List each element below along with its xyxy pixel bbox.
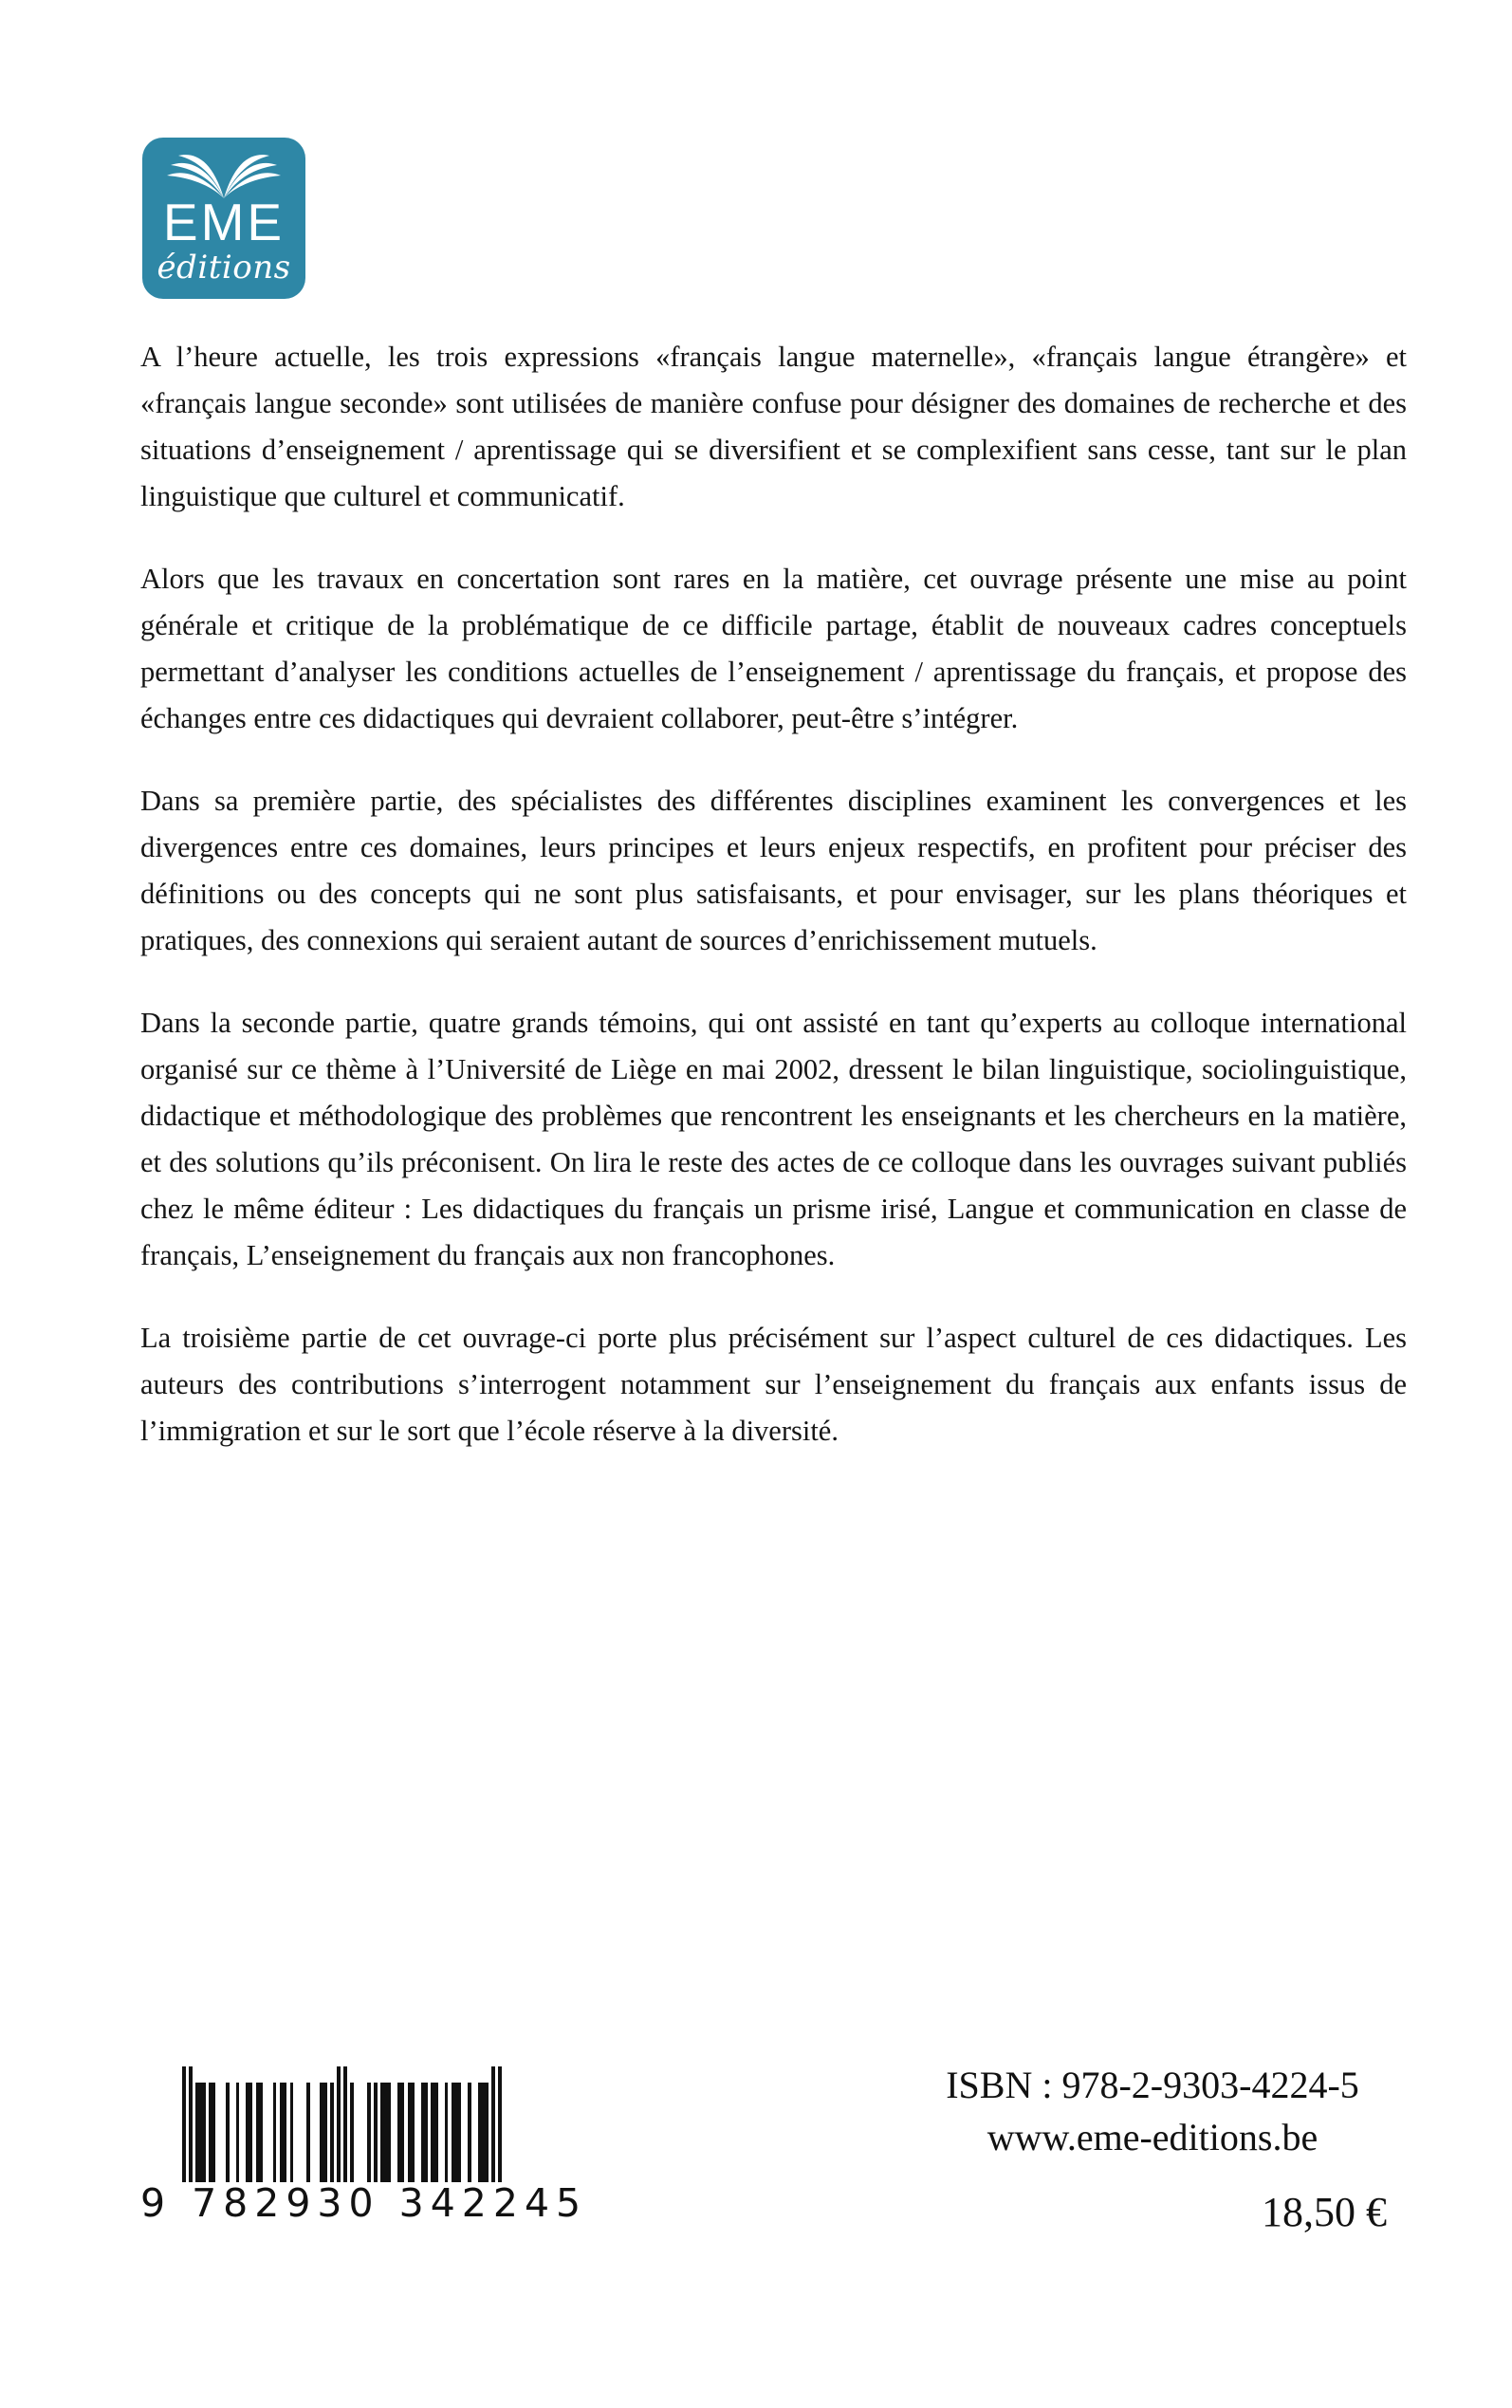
price-text: 18,50 €	[1262, 2189, 1387, 2235]
barcode-space	[415, 2066, 421, 2182]
barcode-bar	[380, 2083, 391, 2182]
barcode-bar	[195, 2083, 206, 2182]
website-text[interactable]: www.eme-editions.be	[986, 2116, 1318, 2158]
logo-brand-text: EME	[162, 193, 286, 251]
barcode-bar	[498, 2066, 502, 2182]
barcode-bar	[246, 2083, 252, 2182]
barcode-bar	[408, 2083, 415, 2182]
barcode-lead-digit: 9	[140, 2180, 168, 2226]
barcode-space	[310, 2066, 321, 2182]
barcode-space	[293, 2066, 306, 2182]
isbn-text: ISBN : 978-2-9303-4224-5	[946, 2064, 1359, 2106]
barcode-bar	[280, 2083, 286, 2182]
barcode	[140, 2066, 588, 2226]
barcode-space	[263, 2066, 273, 2182]
blurb-paragraph: Alors que les travaux en concertation sont rares en la matière, cet ouvrage présente une mise au point générale et critique de la problématique de ce difficile partage, établit de nouveaux cadres conceptuels permettant d’analyser les conditions actuelles de l’enseignement / aprentissage du français, et propose des échanges entre ces didactiques qui devraient collaborer, peut-être s’intégrer.	[140, 563, 1407, 734]
barcode-space	[239, 2066, 246, 2182]
barcode-bar	[431, 2083, 437, 2182]
barcode-left-group: 782930	[192, 2180, 380, 2226]
blurb-paragraph: Dans sa première partie, des spécialistes des différentes disciplines examinent les convergences et les divergences entre ces domaines, leurs principes et leurs enjeux respectifs, en profitent pour préciser des définitions ou des concepts qui ne sont plus satisfaisants, et pour envisager, sur les plans théoriques et pratiques, des connexions qui seraient autant de sources d’enrichissement mutuels.	[140, 785, 1407, 956]
barcode-bar	[397, 2083, 404, 2182]
barcode-bar	[421, 2083, 428, 2182]
blurb-paragraph: Dans la seconde partie, quatre grands témoins, qui ont assisté en tant qu’experts au colloque international organisé sur ce thème à l’Université de Liège en mai 2002, dressent le bilan linguistique, sociolinguistique, didactique et méthodologique des problèmes que rencontrent les enseignants et les chercheurs en la matière, et des solutions qu’ils préconisent. On lira le reste des actes de ce colloque dans les ouvrages suivant publiés chez le même éditeur : Les didactiques du français un prisme irisé, Langue et communication en classe de français, L’enseignement du français aux non francophones.	[140, 1007, 1407, 1271]
barcode-space	[391, 2066, 397, 2182]
logo-tagline-text: éditions	[157, 249, 291, 287]
barcode-space	[215, 2066, 226, 2182]
barcode-space	[354, 2066, 367, 2182]
barcode-digits	[140, 2180, 588, 2226]
blurb-paragraph: A l’heure actuelle, les trois expressions «français langue maternelle», «français langue étrangère» et «français langue seconde» sont utilisées de manière confuse pour désigner des domaines de recherche et des situations d’enseignement / aprentissage qui se diversifient et se complexifient sans cesse, tant sur le plan linguistique que culturel et communicatif.	[140, 341, 1407, 512]
barcode-space	[461, 2066, 468, 2182]
back-cover-blurb	[140, 334, 1407, 1454]
publisher-logo	[142, 138, 305, 299]
barcode-bar	[452, 2083, 462, 2182]
barcode-bar	[256, 2083, 263, 2182]
cover-footer	[0, 2040, 1512, 2353]
barcode-bar	[209, 2083, 215, 2182]
barcode-bar	[320, 2083, 326, 2182]
barcode-space	[471, 2066, 478, 2182]
isbn-block	[882, 2059, 1423, 2163]
barcode-bar	[478, 2083, 489, 2182]
barcode-space	[438, 2066, 445, 2182]
barcode-right-group: 342245	[398, 2180, 588, 2226]
barcode-space	[230, 2066, 236, 2182]
barcode-bars	[182, 2066, 539, 2182]
blurb-paragraph: La troisième partie de cet ouvrage-ci porte plus précisément sur l’aspect culturel de ces didactiques. Les auteurs des contributions s’interrogent notamment sur l’enseignement du français aux enfants issus de l’immigration et sur le sort que l’école réserve à la diversité.	[140, 1322, 1407, 1447]
